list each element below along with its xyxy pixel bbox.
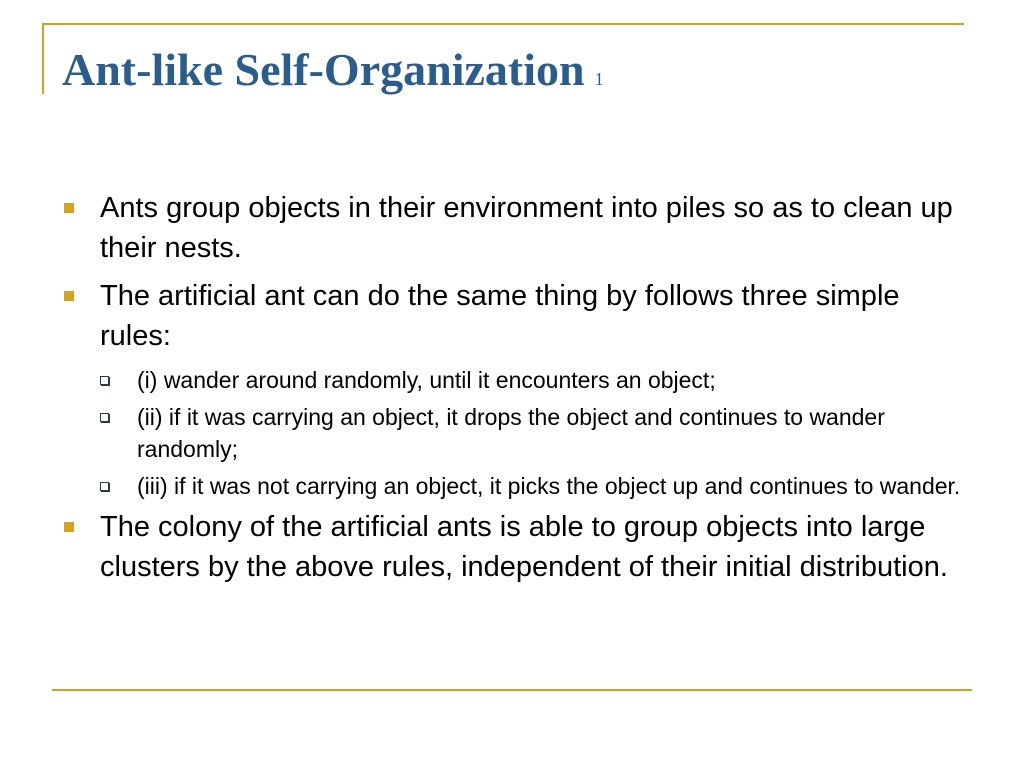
sub-bullet-text: (ii) if it was carrying an object, it drops the object and continues to wander randomly; xyxy=(137,404,885,462)
bottom-rule xyxy=(52,689,972,691)
sub-bullet-text: (iii) if it was not carrying an object, it picks the object up and continues to wander. xyxy=(137,473,961,499)
sub-bullet-item xyxy=(100,470,965,502)
square-bullet-icon xyxy=(64,291,74,301)
hollow-square-bullet-icon xyxy=(100,482,109,491)
slide-title-text: Ant-like Self-Organization xyxy=(62,44,585,95)
slide-title xyxy=(62,42,604,107)
top-rule xyxy=(42,23,964,25)
sub-bullet-item xyxy=(100,364,965,396)
sub-bullet-text: (i) wander around randomly, until it encounters an object; xyxy=(137,367,716,393)
bullet-item xyxy=(60,276,965,356)
left-rule xyxy=(42,23,44,94)
bullet-item xyxy=(60,188,965,268)
square-bullet-icon xyxy=(64,203,74,213)
hollow-square-bullet-icon xyxy=(100,376,109,385)
bullet-text: Ants group objects in their environment into piles so as to clean up their nests. xyxy=(100,192,953,264)
bullet-text: The artificial ant can do the same thing by follows three simple rules: xyxy=(100,280,900,352)
bullet-text: The colony of the artificial ants is able to group objects into large clusters by the above rules, independent of their initial distribution. xyxy=(100,511,948,583)
hollow-square-bullet-icon xyxy=(100,413,109,422)
slide-content xyxy=(60,188,965,595)
sub-bullet-item xyxy=(100,401,965,465)
slide-title-number: 1 xyxy=(594,69,604,89)
square-bullet-icon xyxy=(64,522,74,532)
bullet-item xyxy=(60,507,965,587)
